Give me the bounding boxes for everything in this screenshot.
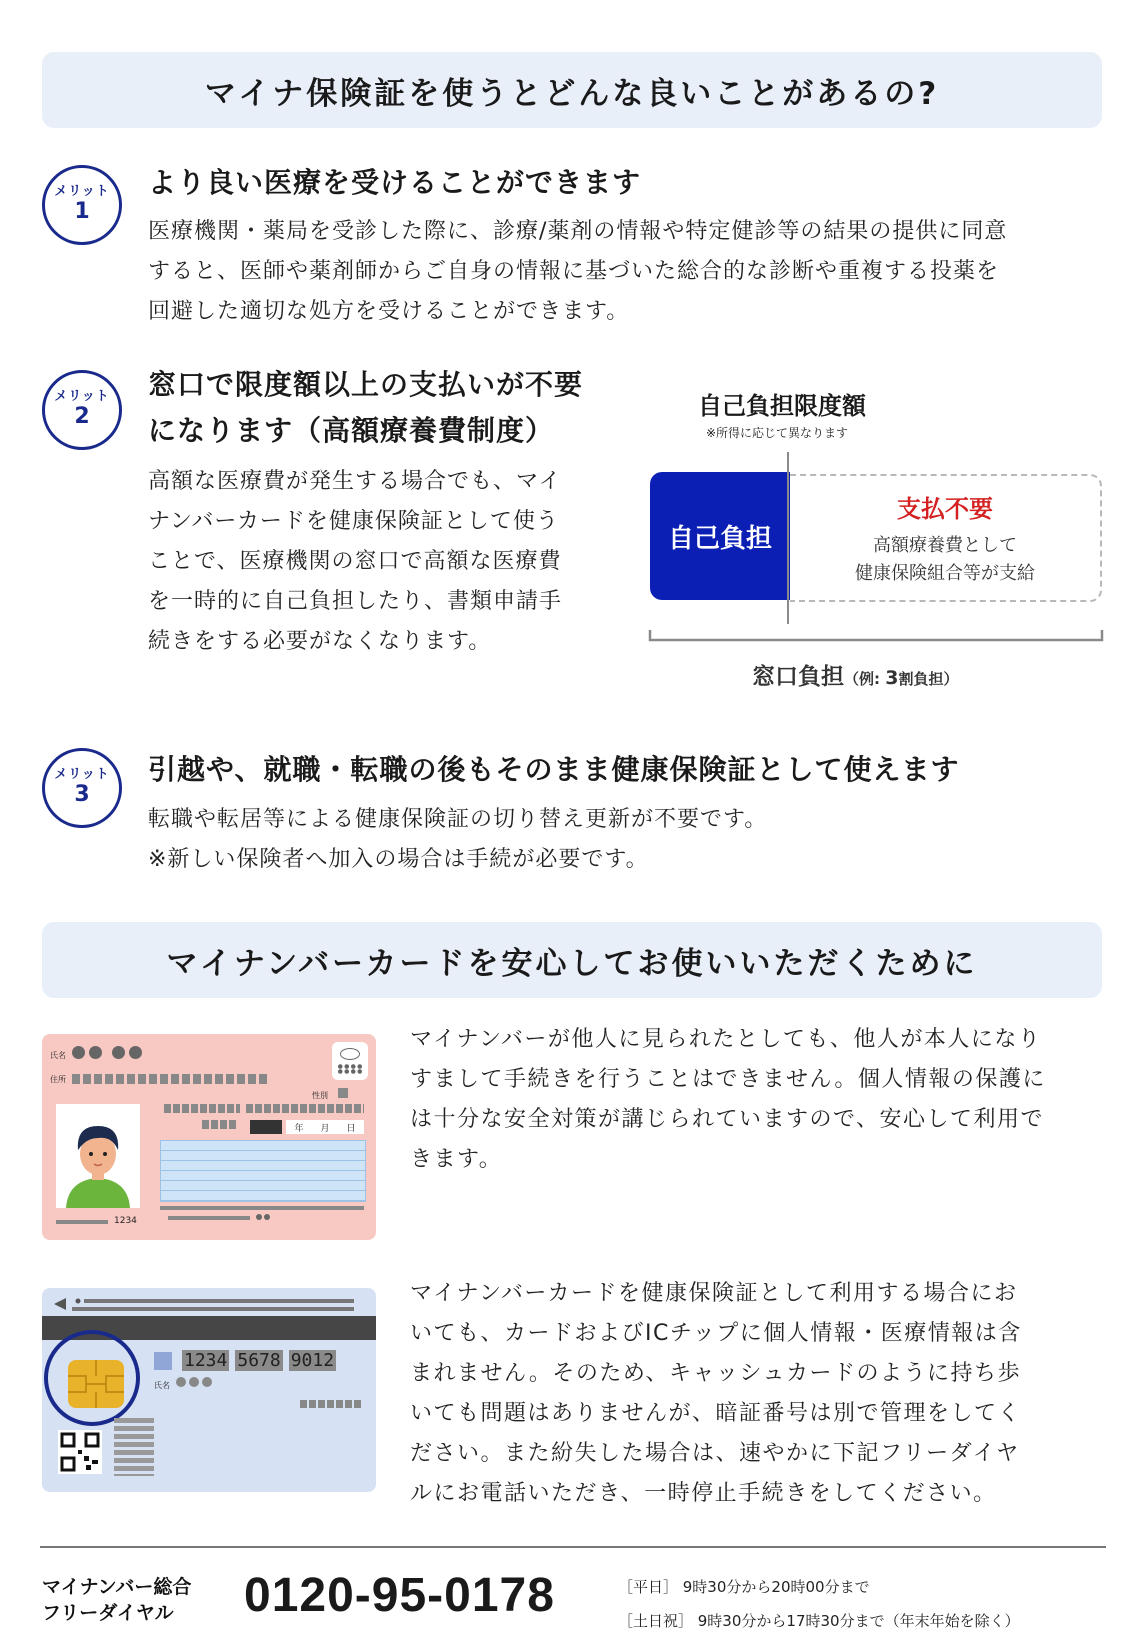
text-line: マイナンバーカードを健康保険証として利用する場合にお <box>410 1281 1018 1306</box>
self-pay-block <box>650 472 790 600</box>
card-name-dots <box>72 1046 142 1059</box>
text-line: 高額な医療費が発生する場合でも、マイ <box>148 469 562 494</box>
heading-line: 窓口で限度額以上の支払いが不要 <box>148 368 584 401</box>
text-line: ※新しい保険者へ加入の場合は手続が必要です。 <box>148 847 649 872</box>
card-photo <box>56 1104 140 1208</box>
window-note-pre: （例: <box>844 670 886 688</box>
text-line: 医療機関・薬局を受診した際に、診療/薬剤の情報や特定健診等の結果の提供に同意 <box>148 219 1008 244</box>
card-chip-icon <box>332 1042 368 1080</box>
badge-label: メリット <box>54 184 110 199</box>
text-line: すると、医師や薬剤師からご自身の情報に基づいた総合的な診断や重複する投薬を <box>148 259 1000 284</box>
badge-label: メリット <box>54 767 110 782</box>
footer-divider <box>40 1546 1106 1548</box>
badge-number: 2 <box>74 404 90 429</box>
safety-paragraph <box>410 1020 1110 1180</box>
merit-body <box>148 800 1048 880</box>
text-line: まれません。そのため、キャッシュカードのように持ち歩 <box>410 1361 1022 1386</box>
qr-code-icon <box>58 1430 102 1474</box>
text-line: を一時的に自己負担したり、書類申請手 <box>148 589 563 614</box>
footer-hours <box>618 1570 1020 1638</box>
limit-note: ※所得に応じて異なります <box>706 426 849 440</box>
badge-number: 3 <box>74 782 90 807</box>
card-date: 年 月 日 <box>286 1120 364 1134</box>
no-pay-line: 高額療養費として <box>873 534 1017 556</box>
text-line: きます。 <box>410 1147 503 1172</box>
text-line: ナンバーカードを健康保険証として使う <box>148 509 559 534</box>
no-pay-line: 健康保険組合等が支給 <box>855 562 1035 584</box>
text-line: ルにお電話いただき、一時停止手続きをしてください。 <box>410 1481 997 1506</box>
merit-body <box>148 462 618 662</box>
window-note-post: 割負担） <box>898 670 959 688</box>
merit-badge-2 <box>42 370 122 450</box>
chip-highlight-circle <box>44 1330 140 1426</box>
text-line: マイナンバーが他人に見られたとしても、他人が本人になり <box>410 1027 1042 1052</box>
card-back-name-label: 氏名 <box>154 1381 170 1390</box>
merit-body <box>148 212 1108 332</box>
merit-heading: より良い医療を受けることができます <box>148 166 642 199</box>
section-title: マイナンバーカードを安心してお使いいただくために <box>166 945 978 982</box>
merit-badge-1 <box>42 165 122 245</box>
card-address-blocks <box>72 1074 270 1084</box>
text-line: 続きをする必要がなくなります。 <box>148 629 492 654</box>
merit-badge-3 <box>42 748 122 828</box>
text-line: ださい。また紛失した場合は、速やかに下記フリーダイヤ <box>410 1441 1020 1466</box>
card-address-field <box>160 1140 366 1202</box>
window-bracket <box>648 628 1104 644</box>
card-name-label: 氏名 <box>50 1051 66 1060</box>
limit-title: 自己負担限度額 <box>698 392 866 420</box>
text-line: すまして手続きを行うことはできません。個人情報の保護に <box>410 1067 1046 1092</box>
safety-paragraph <box>410 1274 1110 1514</box>
heading-line: になります（高額療養費制度） <box>148 414 555 447</box>
badge-label: メリット <box>54 389 110 404</box>
card-number: 1234 <box>114 1216 137 1226</box>
text-line: 転職や転居等による健康保険証の切り替え更新が不要です。 <box>148 807 768 832</box>
window-label <box>752 658 958 691</box>
badge-number: 1 <box>74 199 90 224</box>
no-pay-title: 支払不要 <box>897 494 993 523</box>
hours-line: ［土日祝］ 9時30分から17時30分まで（年末年始を除く） <box>618 1612 1020 1630</box>
section-title: マイナ保険証を使うとどんな良いことがあるの? <box>204 75 940 112</box>
window-note-num: 3 <box>885 667 899 689</box>
text-line: 回避した適切な処方を受けることができます。 <box>148 299 630 324</box>
limit-divider <box>787 452 789 624</box>
text-line: いても問題はありませんが、暗証番号は別で管理をしてく <box>410 1401 1022 1426</box>
text-line: いても、カードおよびICチップに個人情報・医療情報は含 <box>410 1321 1022 1346</box>
text-line: は十分な安全対策が講じられていますので、安心して利用で <box>410 1107 1045 1132</box>
self-pay-label: 自己負担 <box>667 523 772 554</box>
no-pay-block <box>790 474 1102 602</box>
section-banner-merits <box>42 52 1102 128</box>
card-front-illustration <box>42 1034 376 1240</box>
text-line: ことで、医療機関の窓口で高額な医療費 <box>148 549 562 574</box>
merit-heading: 引越や、就職・転職の後もそのまま健康保険証として使えます <box>148 753 960 786</box>
section-banner-safety <box>42 922 1102 998</box>
footer-label: マイナンバー総合 フリーダイヤル <box>42 1576 192 1624</box>
hours-line: ［平日］ 9時30分から20時00分まで <box>618 1578 870 1596</box>
card-sex-label: 性別 <box>312 1091 328 1100</box>
merit-heading <box>148 362 583 454</box>
window-label-text: 窓口負担 <box>752 664 844 690</box>
card-back-illustration <box>42 1288 376 1492</box>
phone-number-link[interactable]: 0120-95-0178 <box>244 1569 555 1622</box>
card-back-number: 1234 5678 9012 <box>184 1350 335 1371</box>
person-portrait-icon <box>56 1104 140 1208</box>
card-address-label: 住所 <box>50 1075 66 1084</box>
